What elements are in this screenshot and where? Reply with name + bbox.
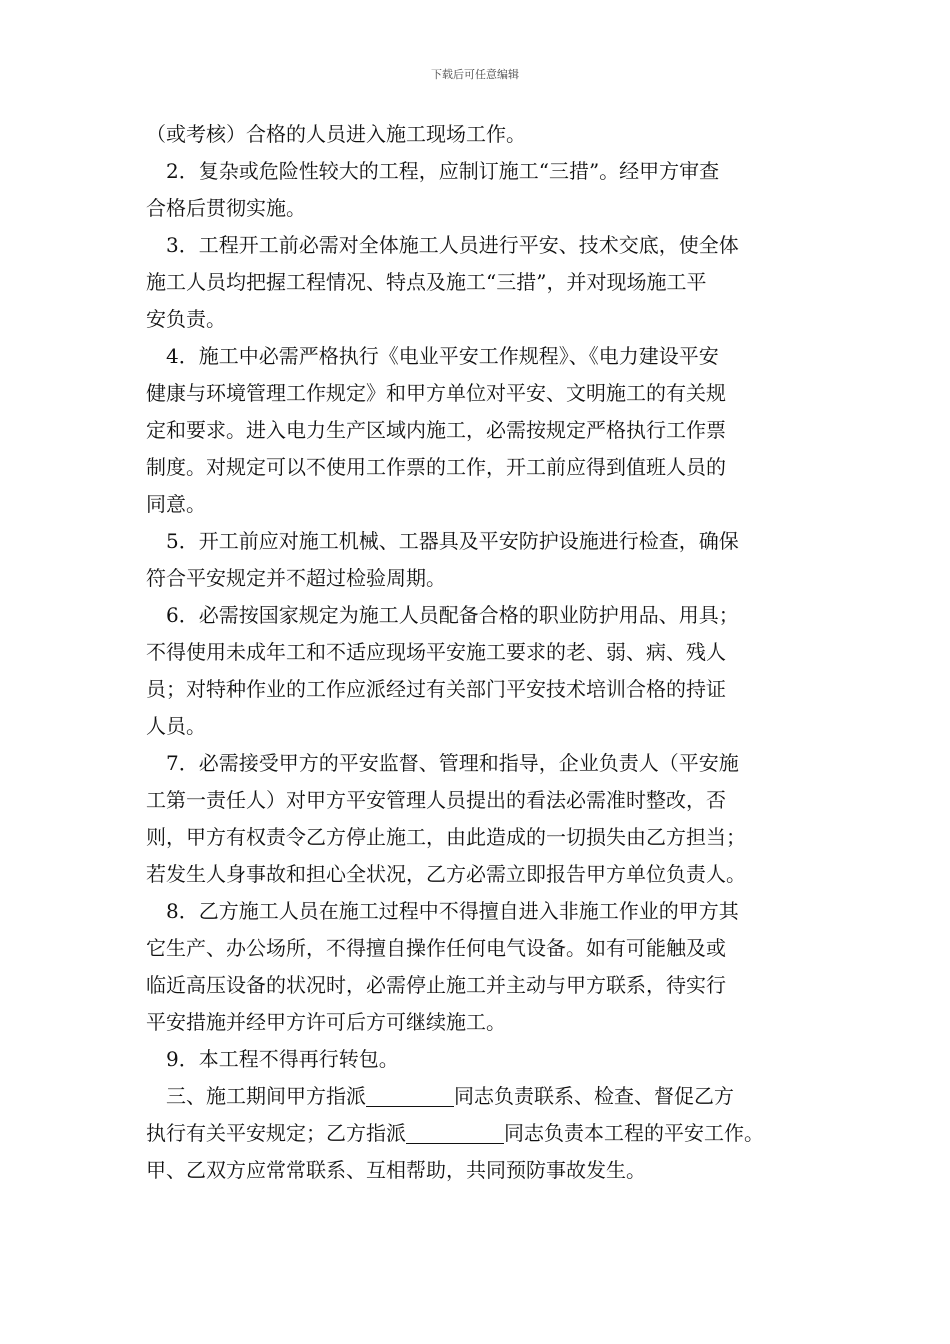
section-3 [146,1078,816,1189]
text-line: 5．开工前应对施工机械、工器具及平安防护设施进行检查，确保 [166,529,739,553]
text-line: 它生产、办公场所，不得擅自操作任何电气设备。如有可能触及或 [146,936,726,960]
text-line [146,1078,816,1115]
text-line: 不得使用未成年工和不适应现场平安施工要求的老、弱、病、残人 [146,640,726,664]
text-line: 工第一责任人）对甲方平安管理人员提出的看法必需准时整改，否 [146,788,726,812]
text-line: 健康与环境管理工作规定》和甲方单位对平安、文明施工的有关规 [146,381,726,405]
party-b-name-blank[interactable] [406,1121,504,1144]
text-line: 定和要求。进入电力生产区域内施工，必需按规定严格执行工作票 [146,418,726,442]
page-header-note: 下载后可任意编辑 [431,68,519,81]
text-line: 安负责。 [146,307,226,331]
item-4 [146,338,816,523]
item-7 [146,745,816,893]
text-line: 则，甲方有权责令乙方停止施工，由此造成的一切损失由乙方担当； [146,825,746,849]
text-line: 6．必需按国家规定为施工人员配备合格的职业防护用品、用具； [166,603,739,627]
text-line: 临近高压设备的状况时，必需停止施工并主动与甲方联系，待实行 [146,973,726,997]
text-line: 若发生人身事故和担心全状况，乙方必需立即报告甲方单位负责人。 [146,862,746,886]
text-line: （或考核）合格的人员进入施工现场工作。 [146,122,526,146]
text-line: 施工人员均把握工程情况、特点及施工“三措”，并对现场施工平 [146,270,707,294]
item-2 [146,153,816,227]
text-line: 9．本工程不得再行转包。 [166,1047,399,1071]
section3-text: 同志负责联系、检查、督促乙方 [454,1084,734,1108]
paragraph-continued [146,116,816,153]
section3-text: 三、施工期间甲方指派 [166,1084,366,1108]
text-line: 合格后贯彻实施。 [146,196,306,220]
text-line: 员；对特种作业的工作应派经过有关部门平安技术培训合格的持证 [146,677,726,701]
text-line: 8．乙方施工人员在施工过程中不得擅自进入非施工作业的甲方其 [166,899,739,923]
text-line: 3．工程开工前必需对全体施工人员进行平安、技术交底，使全体 [166,233,739,257]
item-3 [146,227,816,338]
text-line: 人员。 [146,714,206,738]
text-line: 平安措施并经甲方许可后方可继续施工。 [146,1010,506,1034]
text-line: 同意。 [146,492,206,516]
document-body [146,116,816,1189]
text-line: 7．必需接受甲方的平安监督、管理和指导，企业负责人（平安施 [166,751,739,775]
text-line: 制度。对规定可以不使用工作票的工作，开工前应得到值班人员的 [146,455,726,479]
item-5 [146,523,816,597]
party-a-name-blank[interactable] [366,1084,454,1107]
section3-text: 同志负责本工程的平安工作。 [504,1121,764,1145]
text-line: 2．复杂或危险性较大的工程，应制订施工“三措”。经甲方审查 [166,159,720,183]
item-9 [146,1041,816,1078]
item-6 [146,597,816,745]
section3-text: 执行有关平安规定；乙方指派 [146,1121,406,1145]
text-line: 甲、乙双方应常常联系、互相帮助，共同预防事故发生。 [146,1158,646,1182]
text-line: 符合平安规定并不超过检验周期。 [146,566,446,590]
text-line [146,1115,816,1152]
text-line: 4．施工中必需严格执行《电业平安工作规程》、《电力建设平安 [166,344,719,368]
item-8 [146,893,816,1041]
